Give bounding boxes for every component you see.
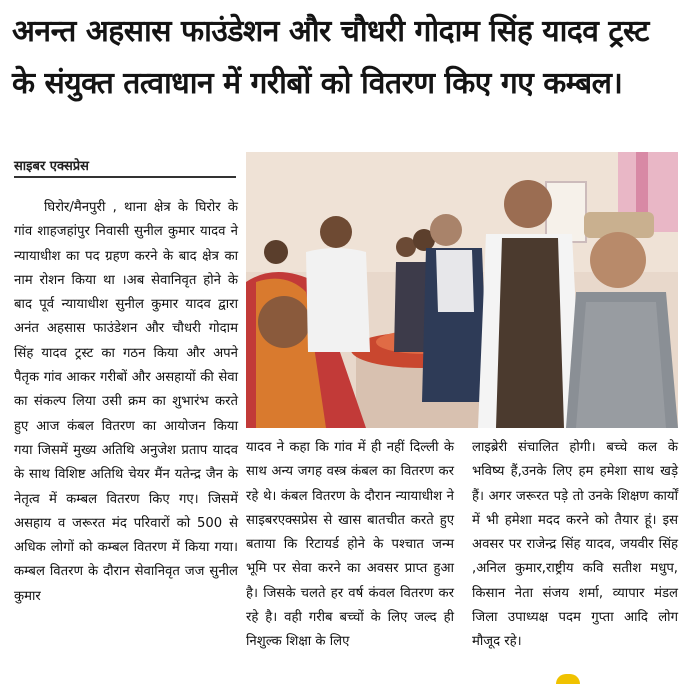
news-photo	[246, 152, 678, 428]
article-column-2	[246, 436, 454, 655]
publisher-logo-fragment	[556, 674, 580, 684]
headline	[12, 6, 676, 110]
article-column-3	[472, 436, 678, 655]
article-paragraph-1: घिरोर/मैनपुरी , थाना क्षेत्र के घिरोर के गांव शाहजहांपुर निवासी सुनील कुमार यादव ने न्यायाधीश का पद ग्रहण करने के बाद क्षेत्र का नाम रोशन किया था ।अब सेवानिवृत होने के बाद पूर्व न्यायाधीश सुनील कुमार यादव द्वारा अनंत अहसास फाउंडेशन और चौधरी गोदाम सिंह यादव ट्रस्ट का गठन किया और अपने पैतृक गांव आकर गरीबों और असहायों की सेवा का संकल्प लिया उसी क्रम का शुभारंभ करते हुए आज कंबल वितरण का आयोजन किया गया जिसमें मुख्य अतिथि अनुजेश प्रताप यादव के साथ विशिष्ट अतिथि चेयर मैंन यतेन्द्र जैन के नेतृत्व में कम्बल वितरण किए गए। जिसमें असहाय व जरूरत मंद परिवारों को 500 से अधिक लोगों को कम्बल वितरण में किया गया। कम्बल वितरण के दौरान सेवानिवृत जज सुनील कुमार	[14, 200, 238, 604]
article-paragraph-3: लाइब्रेरी संचालित होगी। बच्चे कल के भविष्य हैं,उनके लिए हम हमेशा साथ खड़े हैं। अगर जरूरत पड़े तो उनके शिक्षण कार्यों में भी हमेशा मदद करने को तैयार हूं। इस अवसर पर राजेन्द्र सिंह यादव, जयवीर सिंह ,अनिल कुमार,राष्ट्रीय कवि सतीश मधुप, किसान नेता संजय शर्मा, व्यापार मंडल जिला उपाध्यक्ष पदम गुप्ता आदि लोग मौजूद रहे।	[472, 440, 678, 650]
article-paragraph-2: यादव ने कहा कि गांव में ही नहीं दिल्ली के साथ अन्य जगह वस्त्र कंबल का वितरण कर रहे थे। कंबल वितरण के दौरान न्यायाधीश ने साइबरएक्सप्रेस से खास बातचीत करते हुए बताया कि रिटायर्ड होने के पश्चात जन्म भूमि पर सेवा करने का अवसर प्राप्त हुआ है। जिसके चलते हर वर्ष कंवल वितरण कर रहे है। वही गरीब बच्चों के लिए जल्द ही निशुल्क शिक्षा के लिए	[246, 440, 454, 650]
headline-line-2: के संयुक्त तत्वाधान में गरीबों को वितरण किए गए कम्बल।	[12, 66, 623, 101]
byline: साइबर एक्सप्रेस	[14, 159, 89, 174]
article-column-1	[14, 196, 238, 609]
byline-rule	[14, 176, 236, 178]
headline-line-1: अनन्त अहसास फाउंडेशन और चौधरी गोदाम सिंह यादव ट्रस्ट	[12, 14, 649, 49]
